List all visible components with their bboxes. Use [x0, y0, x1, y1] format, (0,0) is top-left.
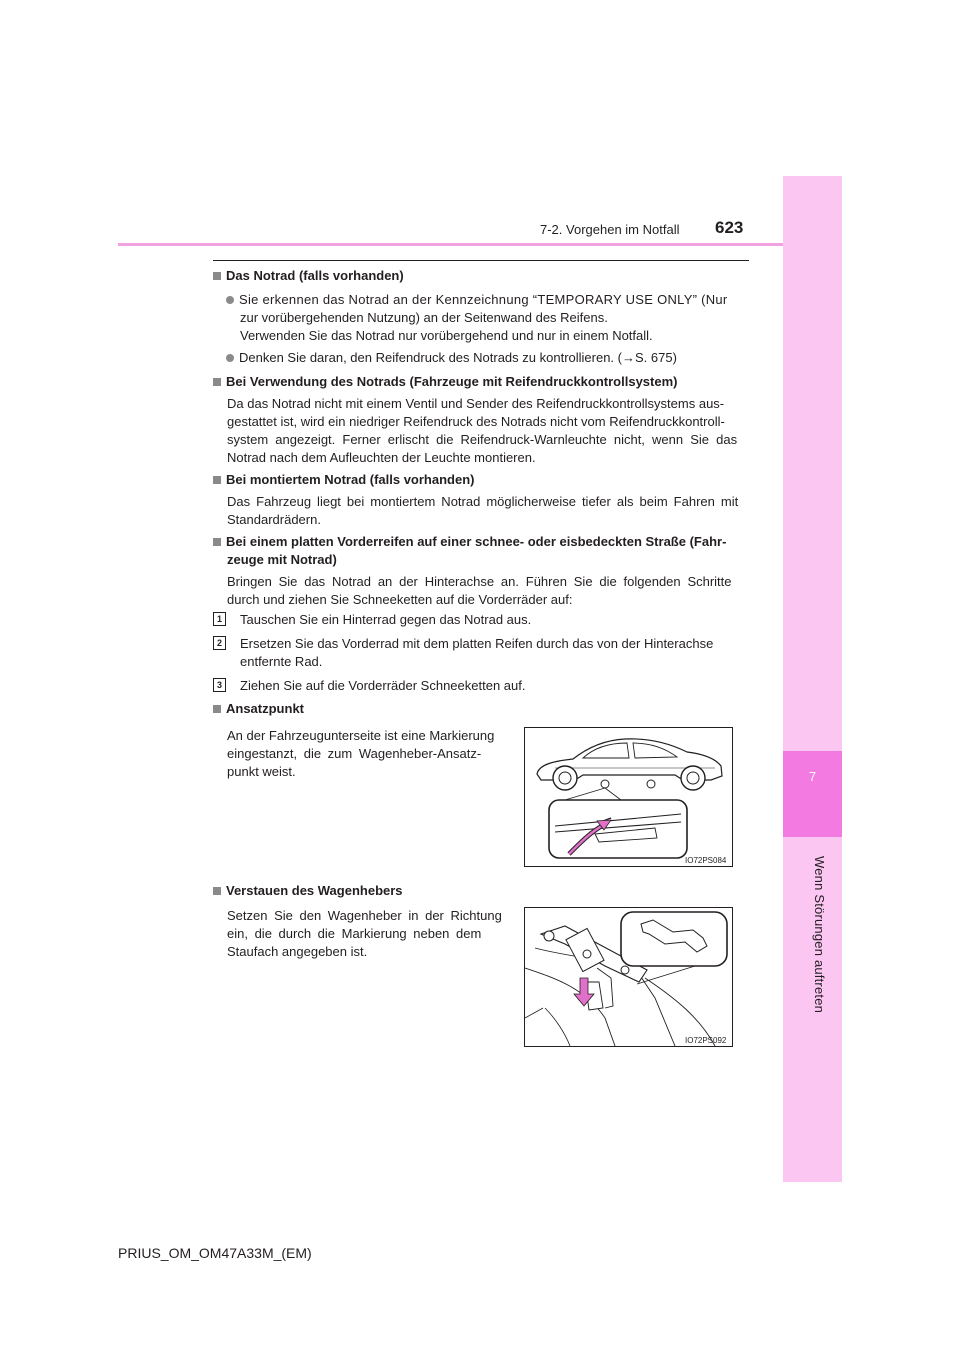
document-code-footer: PRIUS_OM_OM47A33M_(EM): [118, 1245, 312, 1261]
verwendung-line-4: Notrad nach dem Aufleuchten der Leuchte montieren.: [227, 450, 536, 465]
step-2-text-line-2: entfernte Rad.: [240, 654, 323, 669]
step-1-text: Tauschen Sie ein Hinterrad gegen das Notrad aus.: [240, 612, 532, 627]
square-bullet-icon: [213, 378, 221, 386]
notrad-bullet-1: Sie erkennen das Notrad an der Kennzeichnung “TEMPORARY USE ONLY” (Nur: [226, 290, 728, 309]
verwendung-line-2: gestattet ist, wird ein niedriger Reifendruck des Notrads nicht vom Reifendruckkontroll-: [227, 414, 725, 429]
notrad-bullet-2: Denken Sie daran, den Reifendruck des Notrads zu kontrollieren. (→S. 675): [226, 348, 677, 367]
ansatz-line-3: punkt weist.: [227, 764, 296, 779]
verwendung-heading: Bei Verwendung des Notrads (Fahrzeuge mit Reifendruckkontrollsystem): [213, 372, 677, 391]
step-number-1: 1: [213, 612, 226, 626]
square-bullet-icon: [213, 476, 221, 484]
figure-code-1: IO72PS084: [685, 856, 727, 865]
platt-line-1: Bringen Sie das Notrad an der Hinterachse an. Führen Sie die folgenden Schritte: [227, 574, 732, 589]
ansatz-heading: Ansatzpunkt: [213, 699, 304, 718]
round-bullet-icon: [226, 354, 234, 362]
verstauen-heading: Verstauen des Wagenhebers: [213, 881, 403, 900]
montiert-heading: Bei montiertem Notrad (falls vorhanden): [213, 470, 474, 489]
jack-point-figure: [524, 727, 733, 867]
section-title: 7-2. Vorgehen im Notfall: [540, 222, 680, 237]
content-rule: [213, 260, 749, 261]
step-3-text: Ziehen Sie auf die Vorderräder Schneeketten auf.: [240, 678, 526, 693]
platt-heading-line-2: zeuge mit Notrad): [227, 552, 337, 567]
step-2-text: Ersetzen Sie das Vorderrad mit dem platten Reifen durch das von der Hinterachse: [240, 636, 714, 651]
notrad-bullet-1-line-2: zur vorübergehenden Nutzung) an der Seitenwand des Reifens.: [240, 310, 608, 325]
square-bullet-icon: [213, 887, 221, 895]
verstauen-line-1: Setzen Sie den Wagenheber in der Richtung: [227, 908, 502, 923]
ansatz-line-2: eingestanzt, die zum Wagenheber-Ansatz-: [227, 746, 482, 761]
notrad-heading: Das Notrad (falls vorhanden): [213, 266, 404, 285]
ansatz-line-1: An der Fahrzeugunterseite ist eine Markierung: [227, 728, 495, 743]
round-bullet-icon: [226, 296, 234, 304]
verwendung-line-3: system angezeigt. Ferner erlischt die Reifendruck-Warnleuchte nicht, wenn Sie das: [227, 432, 738, 447]
jack-storage-figure: [524, 907, 733, 1047]
step-number-2: 2: [213, 636, 226, 650]
platt-line-2: durch und ziehen Sie Schneeketten auf die Vorderräder auf:: [227, 592, 573, 607]
figure-code-2: IO72PS092: [685, 1036, 727, 1045]
square-bullet-icon: [213, 272, 221, 280]
notrad-bullet-1-line-3: Verwenden Sie das Notrad nur vorübergehend und nur in einem Notfall.: [240, 328, 653, 343]
chapter-tab-active: [783, 751, 842, 837]
car-jack-point-illustration: [525, 728, 732, 866]
page-number: 623: [715, 218, 744, 237]
header-line: [118, 243, 783, 246]
square-bullet-icon: [213, 538, 221, 546]
jack-storage-illustration: [525, 908, 732, 1046]
chapter-title: Wenn Störungen auftreten: [812, 856, 827, 1014]
step-number-3: 3: [213, 678, 226, 692]
square-bullet-icon: [213, 705, 221, 713]
verstauen-line-3: Staufach angegeben ist.: [227, 944, 368, 959]
chapter-number: 7: [808, 769, 817, 784]
platt-heading: Bei einem platten Vorderreifen auf einer schnee- oder eisbedeckten Straße (Fahr-: [213, 532, 726, 551]
chapter-sidebar: [783, 176, 842, 1182]
montiert-line-1: Das Fahrzeug liegt bei montiertem Notrad möglicherweise tiefer als beim Fahren mit: [227, 494, 739, 509]
montiert-line-2: Standardrädern.: [227, 512, 321, 527]
verwendung-line-1: Da das Notrad nicht mit einem Ventil und Sender des Reifendruckkontrollsystems aus-: [227, 396, 725, 411]
verstauen-line-2: ein, die durch die Markierung neben dem: [227, 926, 482, 941]
